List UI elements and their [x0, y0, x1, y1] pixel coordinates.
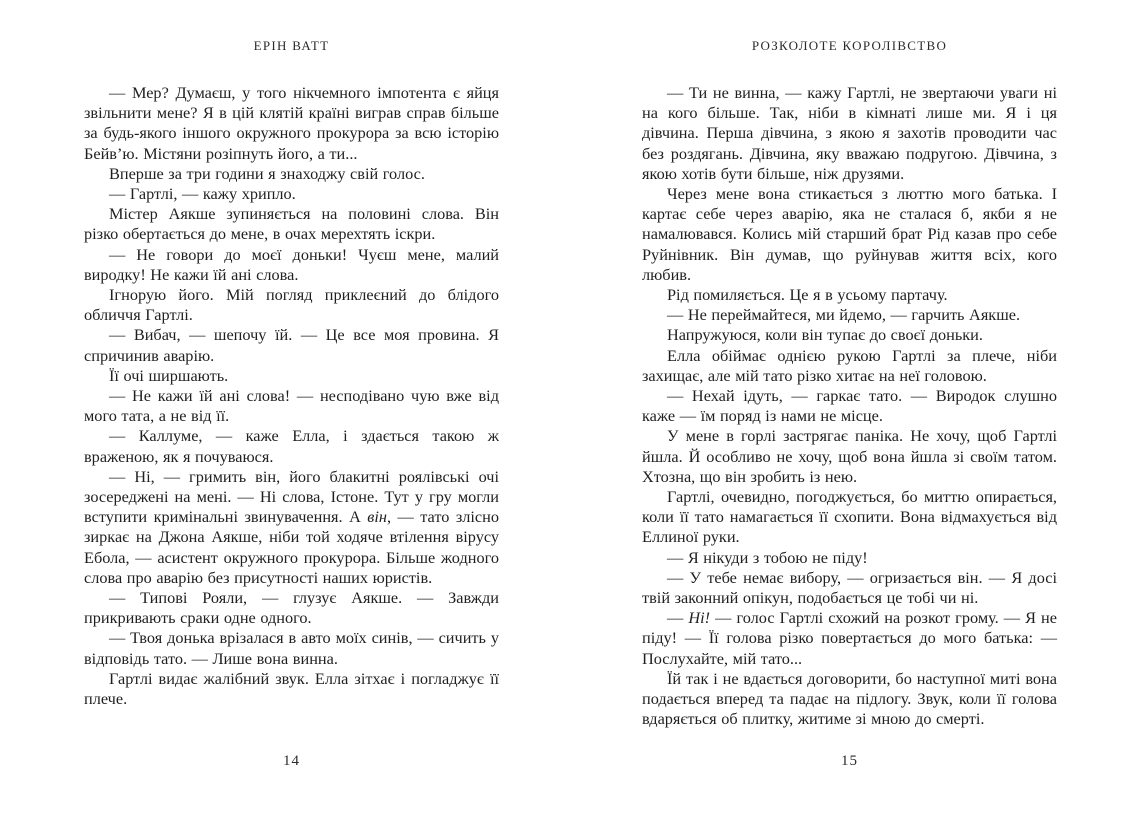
paragraph: Містер Аякше зупиняється на половині слова. Він різко обертається до мене, в очах мерехтять іскри. [84, 204, 499, 244]
page-number-left: 14 [283, 753, 300, 769]
page-body-left [84, 83, 499, 709]
paragraph: Напружуюся, коли він тупає до своєї доньки. [667, 325, 983, 345]
running-header-author: ЕРІН ВАТТ [253, 38, 330, 53]
paragraph: — Я нікуди з тобою не піду! [667, 547, 868, 567]
paragraph: — Ти не винна, — кажу Гартлі, не звертаючи уваги ні на кого більше. Так, ніби в кімнаті лише ми. Я і ця дівчина. Перша дівчина, з якою я захотів проводити час без роздягань. Дівчина, яку вважаю подругою. Дівчина, з якою хотів бути більше, ніж друзями. [642, 83, 1057, 183]
book-page-left [84, 0, 499, 827]
paragraph: Елла обіймає однією рукою Гартлі за плече, ніби захищає, але мій тато різко хитає на неї головою. [642, 345, 1057, 385]
running-header-title: РОЗКОЛОТЕ КОРОЛІВСТВО [751, 38, 948, 53]
paragraph: Рід помиляється. Це я в усьому партачу. [667, 285, 948, 305]
paragraph: Її очі ширшають. [109, 365, 229, 385]
page-body-right [642, 83, 1057, 730]
paragraph: Гартлі, очевидно, погоджується, бо миттю опирається, коли її тато намагається її схопити. Вона відмахується від Еллиної руки. [642, 487, 1057, 547]
book-page-right [642, 0, 1057, 827]
paragraph: — Твоя донька врізалася в авто моїх синів, — сичить у відповідь тато. — Лише вона винна. [84, 628, 499, 668]
paragraph: Вперше за три години я знаходжу свій голос. [109, 163, 425, 183]
paragraph: — Вибач, — шепочу їй. — Це все моя провина. Я спричинив аварію. [84, 325, 499, 365]
paragraph: Гартлі видає жалібний звук. Елла зітхає і погладжує її плече. [84, 668, 499, 709]
paragraph: — Гартлі, — кажу хрипло. [109, 184, 296, 204]
paragraph: — У тебе немає вибору, — огризається він. — Я досі твій законний опікун, подобається це тобі чи ні. [642, 567, 1057, 608]
paragraph: У мене в горлі застрягає паніка. Не хочу, щоб Гартлі йшла. Й особливо не хочу, щоб вона йшла зі своїм татом. Хтозна, що він зробить із нею. [642, 426, 1057, 486]
paragraph: — Ні! — голос Гартлі схожий на розкот грому. — Я не піду! — Її голова різко повертається до мого батька: — Послухайте, мій тато... [642, 608, 1057, 668]
paragraph: — Каллуме, — каже Елла, і здається такою ж враженою, як я почуваюся. [84, 426, 499, 466]
page-number-right: 15 [841, 753, 858, 769]
paragraph: — Не переймайтеся, ми йдемо, — гарчить Аякше. [667, 305, 1021, 325]
paragraph: — Нехай ідуть, — гаркає тато. — Виродок слушно каже — їм поряд із нами не місце. [642, 386, 1057, 426]
paragraph: — Типові Рояли, — глузує Аякше. — Завжди прикривають сраки одне одного. [84, 588, 499, 628]
paragraph: — Не кажи їй ані слова! — несподівано чую вже від мого тата, а не від її. [84, 386, 499, 426]
paragraph: Через мене вона стикається з люттю мого батька. І картає себе через аварію, яка не сталася б, якби я не намалювався. Колись мій старший брат Рід казав про себе Руйнівник. Він думав, що руйнував життя всіх, кого любив. [642, 184, 1057, 284]
paragraph: — Ні, — гримить він, його блакитні роялівські очі зосереджені на мені. — Ні слова, Істоне. Тут у гру могли вступити кримінальні звинувачення. А він, — тато злісно зиркає на Джона Аякше, ніби той ходяче втілення вірусу Ебола, — асистент окружного прокурора. Більше жодного слова про аварію без присутності наших юристів. [84, 466, 499, 587]
paragraph: Їй так і не вдається договорити, бо наступної миті вона подається вперед та падає на підлогу. Звук, коли її голова вдаряється об плитку, житиме зі мною до смерті. [642, 668, 1057, 729]
paragraph: — Не говори до моєї доньки! Чуєш мене, малий виродку! Не кажи їй ані слова. [84, 244, 499, 284]
paragraph: Ігнорую його. Мій погляд приклеєний до блідого обличчя Гартлі. [84, 285, 499, 325]
paragraph: — Мер? Думаєш, у того нікчемного імпотента є яйця звільнити мене? Я в цій клятій країні виграв справ більше за будь-якого іншого окружного прокурора за всю історію Бейв’ю. Містяни розіпнуть його, а ти... [84, 83, 499, 163]
